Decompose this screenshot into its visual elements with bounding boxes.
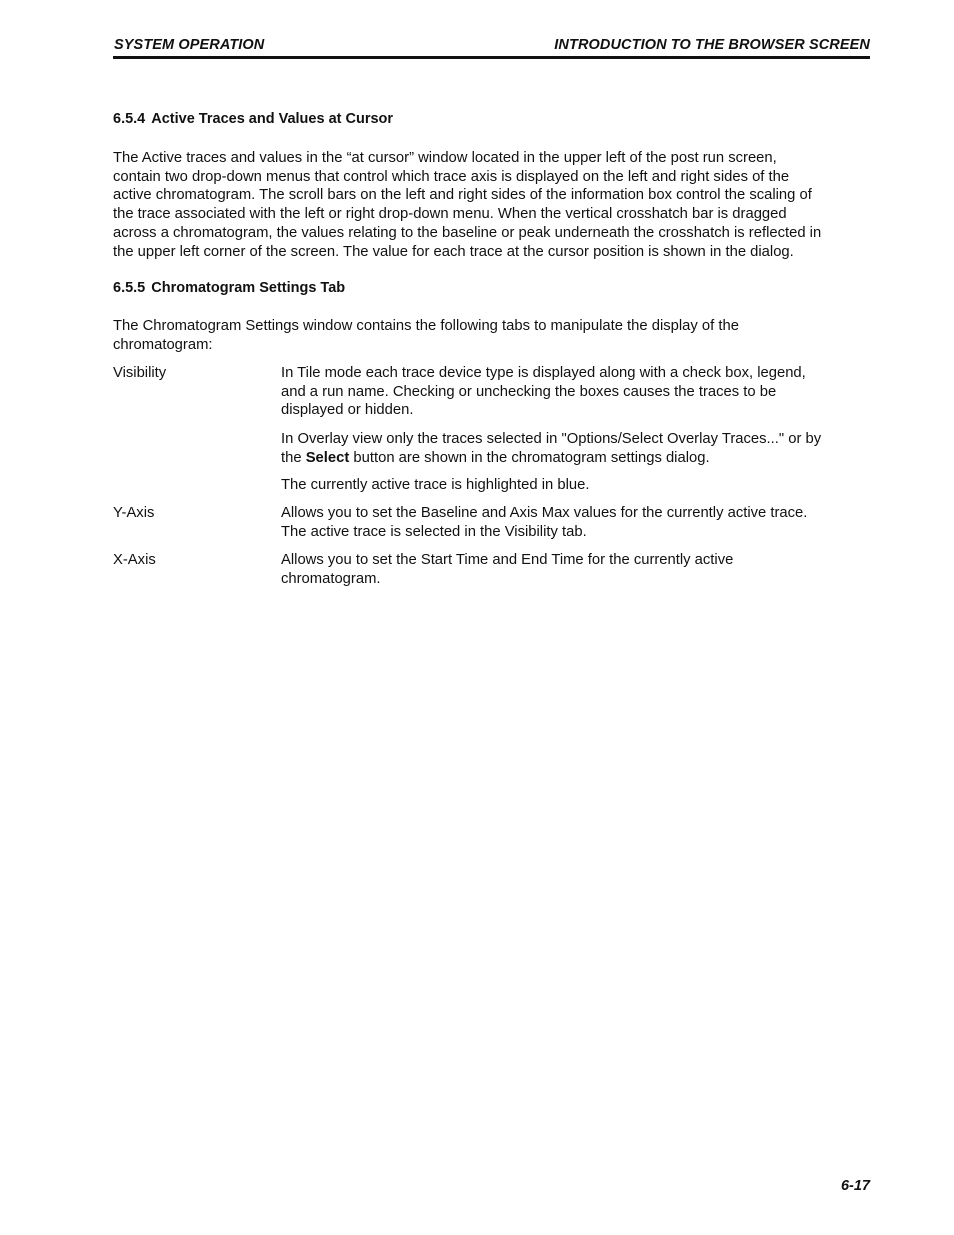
paragraph-line: across a chromatogram, the values relating to the baseline or peak underneath the crosshatch is reflected in <box>113 224 822 241</box>
active-traces-paragraph <box>113 149 873 261</box>
y-axis-definition <box>281 504 871 541</box>
section-title: Active Traces and Values at Cursor <box>151 111 394 127</box>
section-heading-6-5-4 <box>113 111 393 127</box>
definition-text: button are shown in the chromatogram settings dialog. <box>349 449 710 466</box>
visibility-definition-tile <box>281 364 871 420</box>
definition-line: In Tile mode each trace device type is displayed along with a check box, legend, <box>281 365 806 381</box>
header-chapter-title: SYSTEM OPERATION <box>114 37 265 53</box>
term-visibility: Visibility <box>113 365 167 381</box>
running-header <box>113 36 870 59</box>
term-y-axis: Y-Axis <box>113 505 155 521</box>
definition-line: Allows you to set the Baseline and Axis Max values for the currently active trace. <box>281 505 808 521</box>
definition-line: The active trace is selected in the Visibility tab. <box>281 523 587 540</box>
paragraph-line: the trace associated with the left or right drop-down menu. When the vertical crosshatch bar is dragged <box>113 206 787 223</box>
visibility-definition-overlay <box>281 430 871 467</box>
paragraph-line: contain two drop-down menus that control which trace axis is displayed on the left and right sides of the <box>113 168 790 185</box>
page-number: 6-17 <box>840 1178 870 1194</box>
definition-line: displayed or hidden. <box>281 402 414 419</box>
definition-line: and a run name. Checking or unchecking the boxes causes the traces to be <box>281 383 777 400</box>
paragraph-line: The Active traces and values in the “at cursor” window located in the upper left of the post run screen, <box>113 150 777 166</box>
visibility-definition-highlight <box>281 476 871 495</box>
section-heading-6-5-5 <box>113 280 345 296</box>
definition-text: the <box>281 449 306 466</box>
definition-line: chromatogram. <box>281 570 381 587</box>
paragraph-line: active chromatogram. The scroll bars on the left and right sides of the information box control the scaling of <box>113 187 812 204</box>
section-number: 6.5.5 <box>113 280 146 296</box>
section-title: Chromatogram Settings Tab <box>151 280 346 296</box>
definition-line <box>281 449 871 468</box>
chromatogram-settings-intro <box>113 317 873 354</box>
paragraph-line: the upper left corner of the screen. The value for each trace at the cursor position is shown in the dialog. <box>113 243 794 260</box>
paragraph-line: chromatogram: <box>113 336 213 353</box>
select-button-label: Select <box>305 449 350 466</box>
paragraph-line: The Chromatogram Settings window contains the following tabs to manipulate the display of the <box>113 318 739 334</box>
definition-line: In Overlay view only the traces selected in "Options/Select Overlay Traces..." or by <box>281 431 822 447</box>
definition-line: The currently active trace is highlighted in blue. <box>281 477 590 493</box>
header-section-title: INTRODUCTION TO THE BROWSER SCREEN <box>554 37 870 53</box>
section-number: 6.5.4 <box>113 111 146 127</box>
x-axis-definition <box>281 551 871 588</box>
term-x-axis: X-Axis <box>113 552 156 568</box>
definition-line: Allows you to set the Start Time and End Time for the currently active <box>281 552 734 568</box>
